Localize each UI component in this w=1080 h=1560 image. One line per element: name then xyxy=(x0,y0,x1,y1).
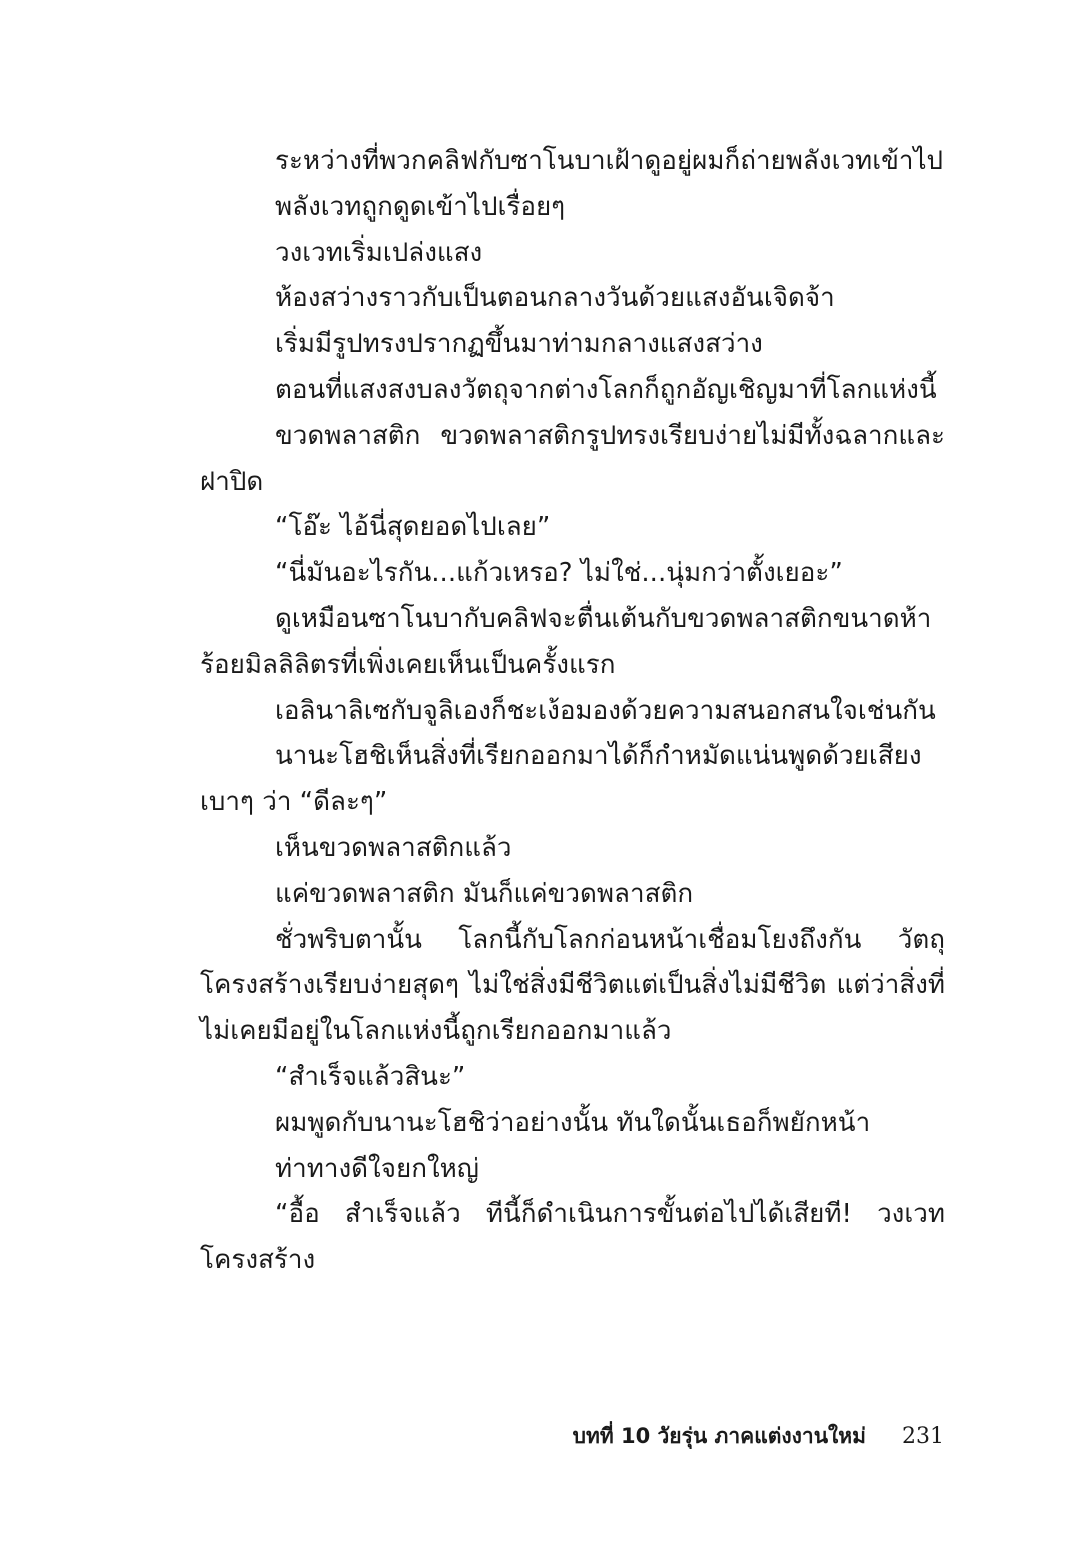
paragraph: พลังเวทถูกดูดเข้าไปเรื่อยๆ xyxy=(275,191,566,222)
paragraph: เริ่มมีรูปทรงปรากฏขึ้นมาท่ามกลางแสงสว่าง xyxy=(275,329,763,360)
page-footer xyxy=(573,1421,944,1452)
paragraph: ท่าทางดีใจยกใหญ่ xyxy=(275,1153,479,1184)
paragraph: “นี่มันอะไรกัน...แก้วเหรอ? ไม่ใช่...นุ่มกว่าตั้งเยอะ” xyxy=(275,558,843,589)
paragraph: ชั่วพริบตานั้น โลกนี้กับโลกก่อนหน้าเชื่อมโยงถึงกัน วัตถุโครงสร้างเรียบง่ายสุดๆ ไม่ใช่สิ่งมีชีวิตแต่เป็นสิ่งไม่มีชีวิต แต่ว่าสิ่งที่ไม่เคยมีอยู่ในโลกแห่งนี้ถูกเรียกออกมาแล้ว xyxy=(200,924,945,1047)
paragraph: ระหว่างที่พวกคลิฟกับซาโนบาเฝ้าดูอยู่ผมก็ถ่ายพลังเวทเข้าไป xyxy=(275,146,944,176)
paragraph: แค่ขวดพลาสติก มันก็แค่ขวดพลาสติก xyxy=(275,878,694,909)
paragraph: ห้องสว่างราวกับเป็นตอนกลางวันด้วยแสงอันเจิดจ้า xyxy=(275,283,835,314)
paragraph: เอลินาลิเซกับจูลิเองก็ชะเง้อมองด้วยความสนอกสนใจเช่นกัน xyxy=(275,695,936,726)
paragraph: “อื้อ สำเร็จแล้ว ทีนี้ก็ดำเนินการขั้นต่อไปได้เสียที! วงเวทโครงสร้าง xyxy=(200,1199,945,1276)
paragraph: นานะโฮชิเห็นสิ่งที่เรียกออกมาได้ก็กำหมัดแน่นพูดด้วยเสียงเบาๆ ว่า “ดีละๆ” xyxy=(200,741,922,818)
chapter-title: บทที่ 10 วัยรุ่น ภาคแต่งงานใหม่ xyxy=(572,1424,866,1448)
paragraph: ดูเหมือนซาโนบากับคลิฟจะตื่นเต้นกับขวดพลาสติกขนาดห้าร้อยมิลลิลิตรที่เพิ่งเคยเห็นเป็นครั้งแรก xyxy=(200,603,932,680)
paragraph: ตอนที่แสงสงบลงวัตถุจากต่างโลกก็ถูกอัญเชิญมาที่โลกแห่งนี้ xyxy=(275,374,937,405)
page-number: 231 xyxy=(902,1424,944,1449)
body-text xyxy=(200,139,945,1284)
paragraph: ผมพูดกับนานะโฮชิว่าอย่างนั้น ทันใดนั้นเธอก็พยักหน้า xyxy=(275,1107,871,1138)
paragraph: เห็นขวดพลาสติกแล้ว xyxy=(275,832,512,863)
paragraph: “สำเร็จแล้วสินะ” xyxy=(275,1061,466,1092)
paragraph: ขวดพลาสติก ขวดพลาสติกรูปทรงเรียบง่ายไม่มีทั้งฉลากและฝาปิด xyxy=(200,420,945,497)
paragraph: “โอ๊ะ ไอ้นี่สุดยอดไปเลย” xyxy=(275,512,551,543)
paragraph: วงเวทเริ่มเปล่งแสง xyxy=(275,237,483,268)
